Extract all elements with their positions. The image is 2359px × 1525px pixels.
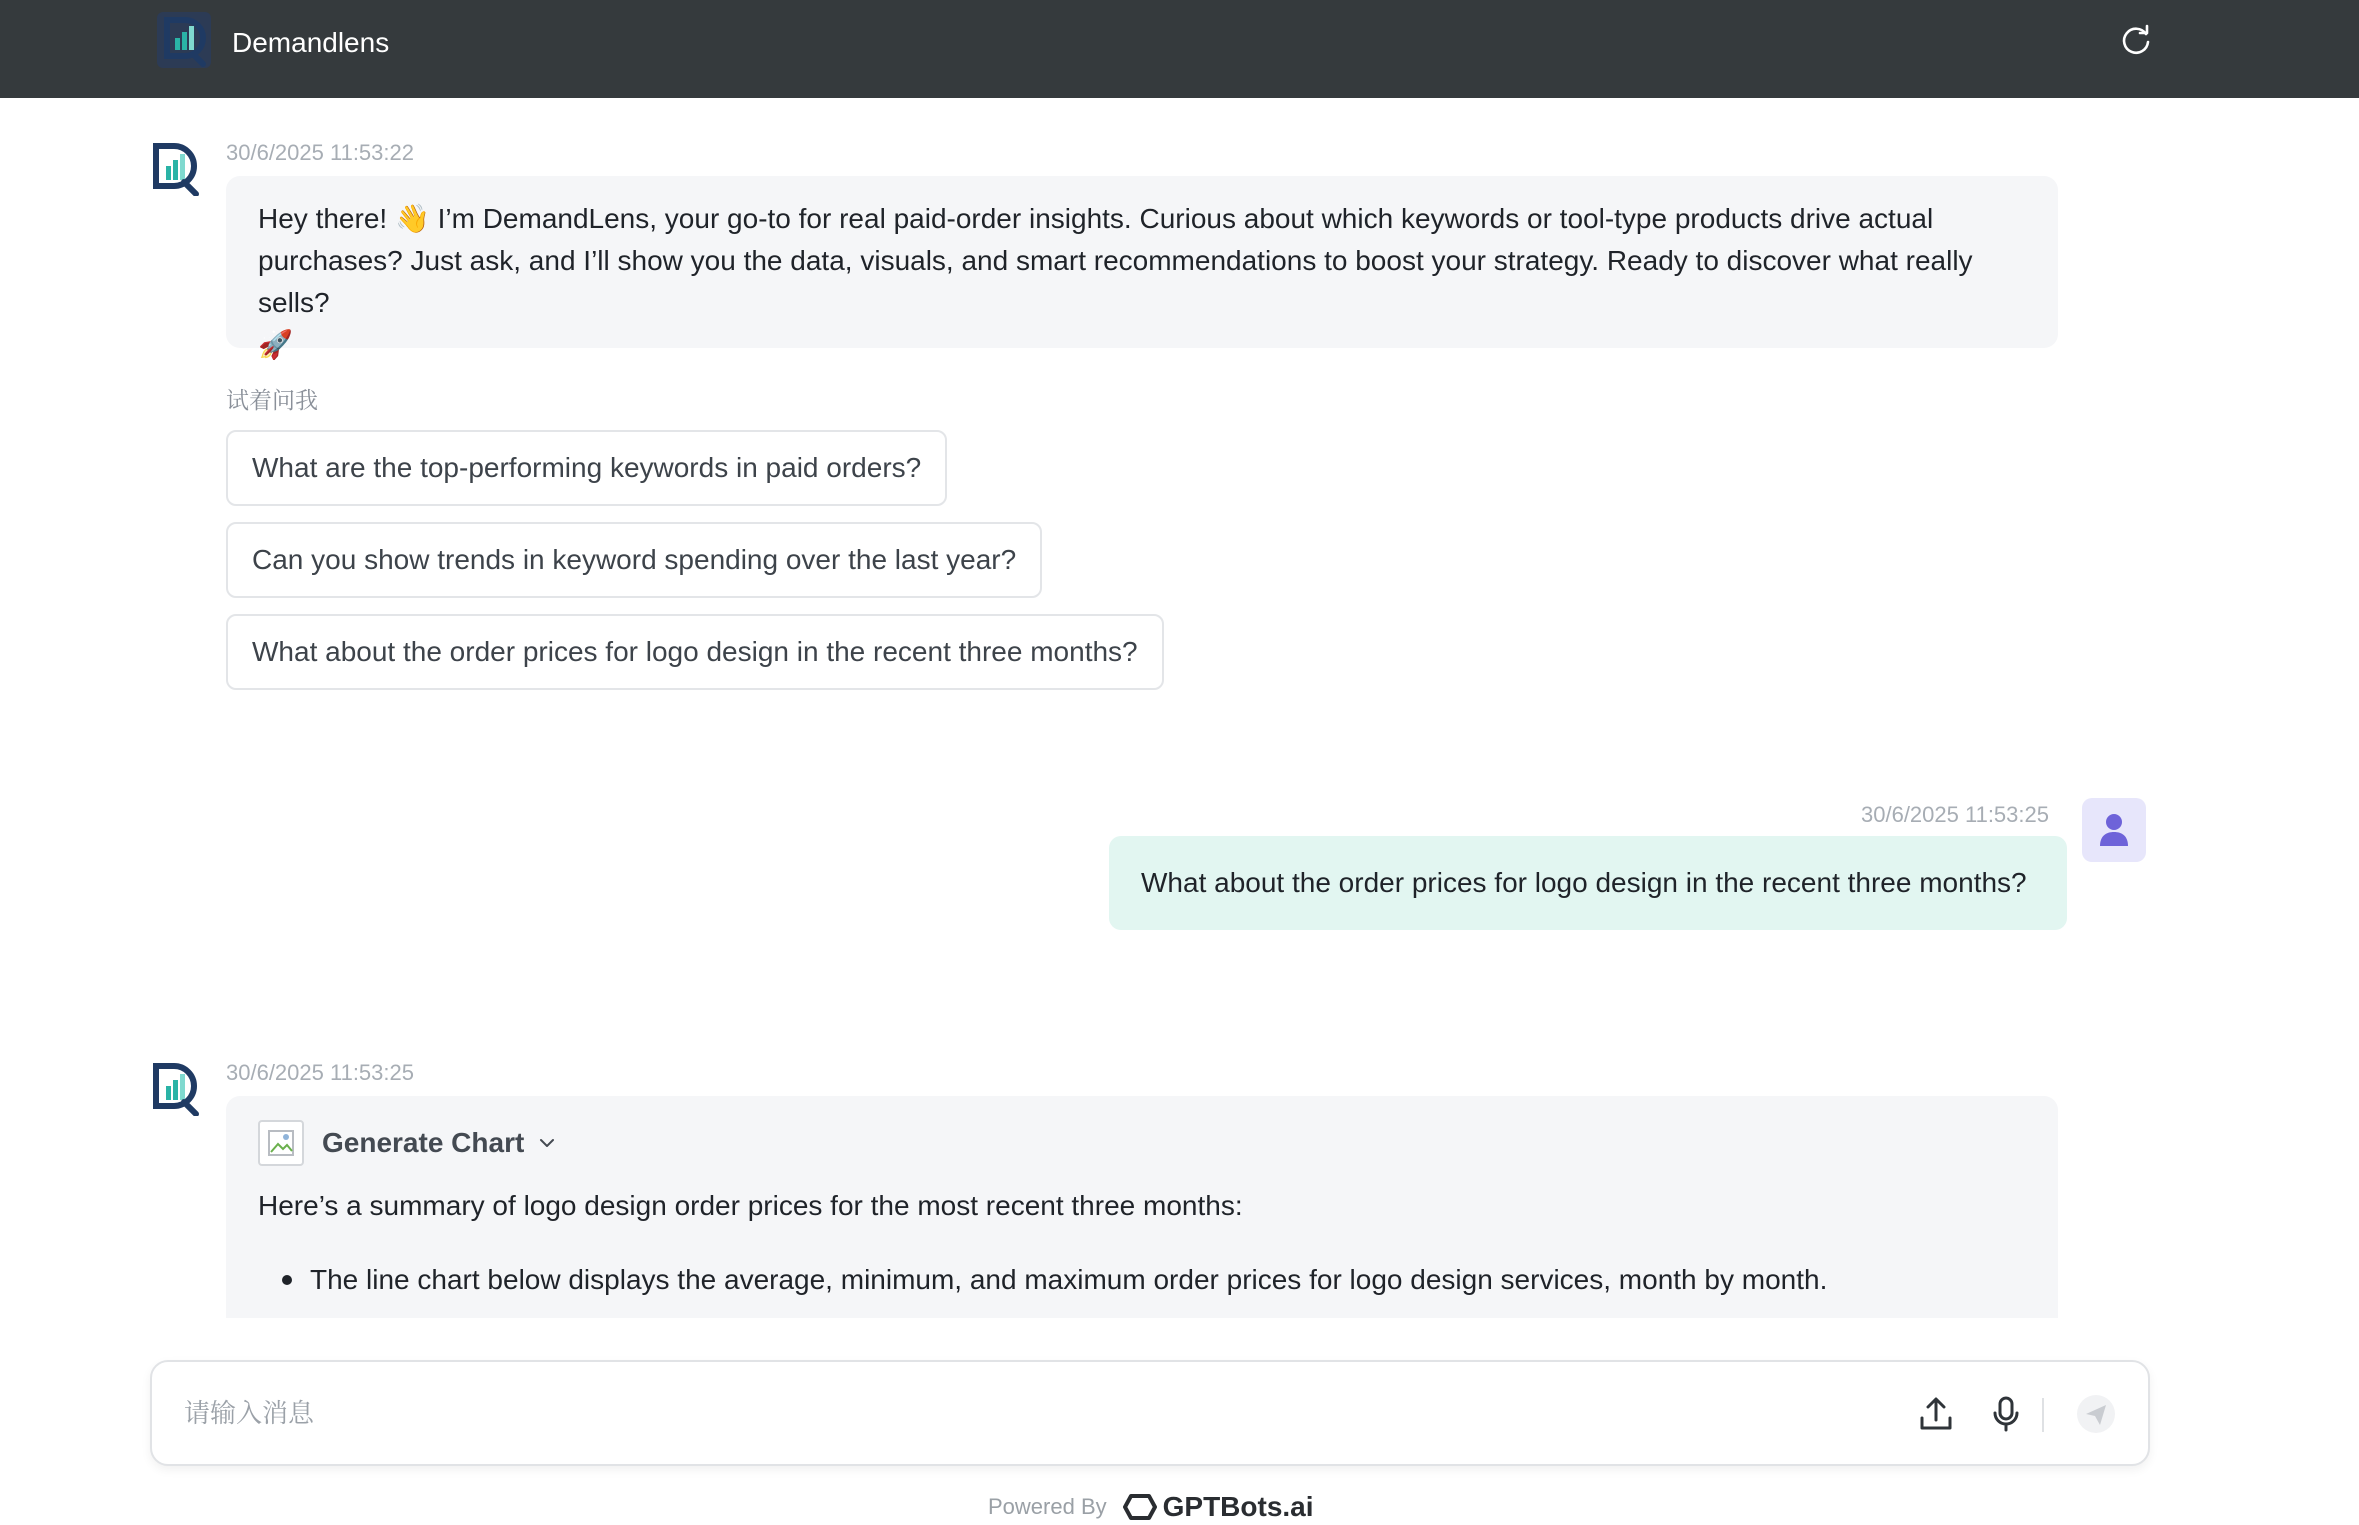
powered-by-text: Powered By [988, 1494, 1107, 1519]
send-icon[interactable] [2076, 1394, 2116, 1434]
suggestion-button[interactable]: What are the top-performing keywords in paid orders? [226, 430, 947, 506]
bullet-text: The line chart below displays the average, minimum, and maximum order prices for logo design services, month by month. [310, 1264, 1828, 1295]
chevron-down-icon [538, 1134, 556, 1152]
user-avatar [2082, 798, 2146, 862]
brand-name: GPTBots.ai [1162, 1491, 1314, 1522]
suggestion-button[interactable]: What about the order prices for logo design in the recent three months? [226, 614, 1164, 690]
user-message-bubble: What about the order prices for logo design in the recent three months? [1109, 836, 2067, 930]
message-input[interactable] [184, 1388, 1884, 1440]
powered-by [988, 1490, 1314, 1524]
microphone-icon[interactable] [1986, 1394, 2026, 1434]
message-timestamp: 30/6/2025 11:53:25 [226, 1060, 414, 1085]
suggestion-button[interactable]: Can you show trends in keyword spending over the last year? [226, 522, 1042, 598]
bot-message-bubble [226, 1096, 2058, 1318]
top-bar [0, 0, 2359, 98]
app-title: Demandlens [232, 27, 390, 58]
gptbots-logo-icon [1123, 1492, 1157, 1522]
message-composer [150, 1360, 2150, 1466]
gptbots-brand[interactable] [1123, 1491, 1314, 1523]
bullet-dot [282, 1275, 292, 1285]
generate-chart-toggle[interactable] [258, 1120, 556, 1166]
summary-text: Here’s a summary of logo design order prices for the most recent three months: [258, 1190, 1243, 1221]
refresh-icon[interactable] [2118, 24, 2154, 60]
bot-message-line: purchases? Just ask, and I’ll show you the data, visuals, and smart recommendations to boost your strategy. Ready to discover what really sells? [258, 245, 1973, 318]
bot-message-line: Hey there! 👋 I’m DemandLens, your go-to for real paid-order insights. Curious about which keywords or tool-type products drive actual [258, 203, 1934, 234]
upload-icon[interactable] [1916, 1394, 1956, 1434]
bot-message-bubble [226, 176, 2058, 360]
chat-area[interactable] [0, 98, 2359, 1318]
bot-avatar-icon [152, 1062, 202, 1116]
message-timestamp: 30/6/2025 11:53:25 [1861, 802, 2049, 827]
demandlens-logo-icon [157, 12, 211, 68]
suggestions-label: 试着问我 [226, 387, 318, 413]
list-item [282, 1260, 1827, 1300]
broken-image-icon [258, 1120, 304, 1166]
divider [2042, 1398, 2044, 1432]
user-icon [2098, 812, 2130, 848]
generate-chart-label: Generate Chart [322, 1127, 525, 1158]
message-timestamp: 30/6/2025 11:53:22 [226, 140, 414, 165]
bot-avatar-icon [152, 142, 202, 196]
bot-message-line: 🚀 [258, 329, 293, 360]
